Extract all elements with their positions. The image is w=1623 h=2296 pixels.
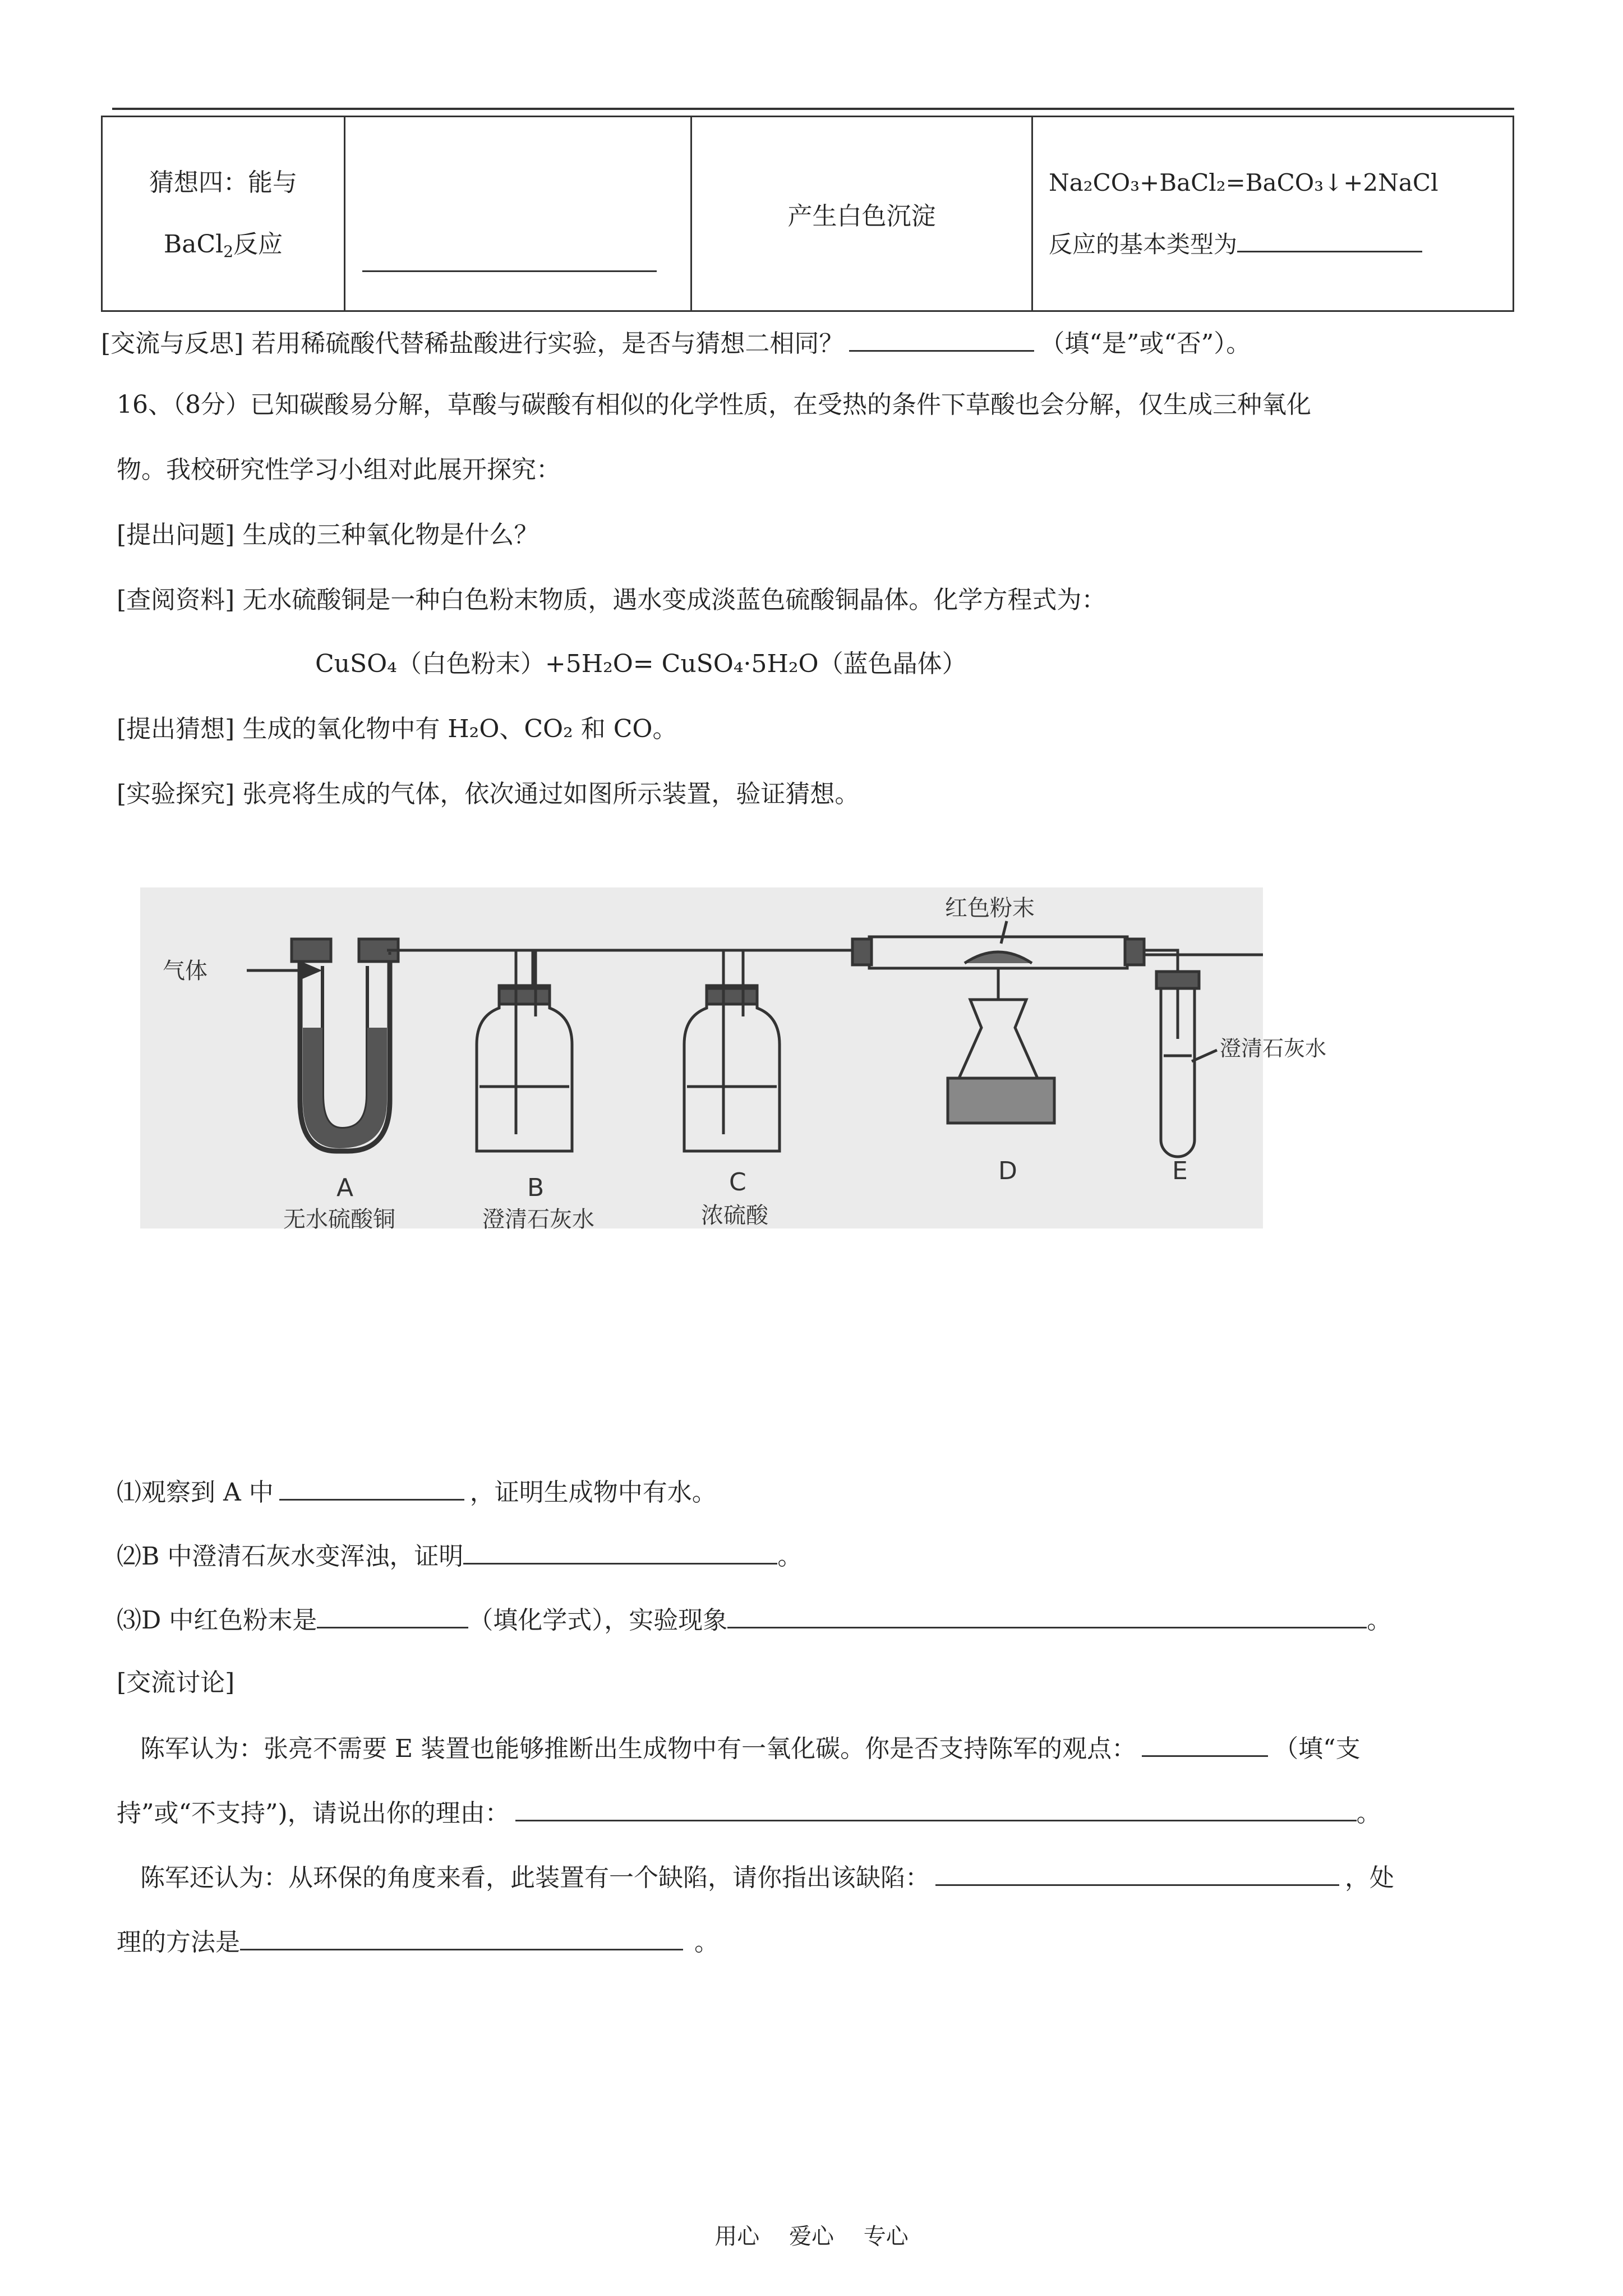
label-e: E (1172, 1157, 1188, 1185)
experiment-line: [实验探究] 张亮将生成的气体，依次通过如图所示装置，验证猜想。 (117, 780, 860, 808)
caption-a: 无水硫酸铜 (283, 1207, 395, 1232)
label-b: B (527, 1174, 545, 1202)
q3-suffix: 。 (1367, 1606, 1392, 1635)
limewater-label: 澄清石灰水 (1220, 1036, 1327, 1061)
reaction-type-blank[interactable] (1237, 226, 1422, 252)
q3-middle: （填化学式），实验现象 (468, 1606, 728, 1635)
label-c: C (729, 1168, 746, 1197)
procedure-blank[interactable] (362, 270, 657, 272)
lamp-stand (948, 1078, 1054, 1123)
reaction-equation: Na₂CO₃+BaCl₂=BaCO₃↓+2NaCl (1049, 169, 1438, 196)
table-row (102, 117, 1514, 311)
p2-line2-text: 理的方法是 (117, 1928, 240, 1957)
phenomenon-cell: 产生白色沉淀 (691, 117, 1032, 311)
sub-question-2 (117, 1538, 802, 1573)
arrow-icon (303, 964, 319, 977)
hypothesis-table (101, 116, 1514, 312)
hypothesis-cell (102, 117, 345, 311)
discussion-p2-line2 (117, 1924, 719, 1959)
sub-question-1 (117, 1474, 717, 1510)
reason-blank[interactable] (515, 1795, 1357, 1821)
q3-prefix: ⑶D 中红色粉末是 (117, 1606, 317, 1635)
label-d: D (998, 1157, 1017, 1185)
red-powder-label: 红色粉末 (945, 895, 1035, 921)
conclusion-cell (1032, 117, 1514, 311)
hypothesis-line: [提出猜想] 生成的氧化物中有 H₂O、CO₂ 和 CO。 (117, 715, 677, 743)
hypothesis-label: 猜想四：能与 (149, 168, 297, 197)
research-line: [查阅资料] 无水硫酸铜是一种白色粉末物质，遇水变成淡蓝色硫酸铜晶体。化学方程式为： (117, 586, 1106, 614)
page-footer: 用心 爱心 专心 (714, 2224, 909, 2249)
q1-blank[interactable] (279, 1474, 464, 1501)
p2-line2-end: 。 (694, 1928, 719, 1957)
support-blank[interactable] (1142, 1731, 1268, 1757)
p1-line1-text: 陈军认为：张亮不需要 E 装置也能够推断出生成物中有一氧化碳。你是否支持陈军的观点： (140, 1734, 1137, 1763)
p1-line2-text: 持”或“不支持”)，请说出你的理由： (117, 1799, 510, 1828)
procedure-cell (345, 117, 691, 311)
u-tube-inner (322, 966, 367, 1129)
sub-question-3 (117, 1602, 1391, 1637)
p2-line1-text: 陈军还认为：从环保的角度来看，此装置有一个缺陷，请你指出该缺陷： (140, 1864, 930, 1892)
caption-c: 浓硫酸 (701, 1203, 768, 1228)
reflection-line (101, 325, 1251, 361)
q2-blank[interactable] (463, 1538, 777, 1565)
discussion-p1-line2 (117, 1795, 1381, 1830)
bottle-b (477, 986, 572, 1151)
equation-line: CuSO₄（白色粉末）+5H₂O= CuSO₄·5H₂O（蓝色晶体） (315, 650, 967, 678)
apparatus-drawing (140, 887, 1327, 1232)
defect-blank[interactable] (935, 1860, 1339, 1886)
alcohol-lamp (959, 1000, 1038, 1078)
hypothesis-reagent (114, 214, 333, 275)
bottle-c (684, 986, 780, 1151)
reaction-type-label: 反应的基本类型为 (1049, 231, 1238, 258)
discussion-p2-line1 (140, 1860, 1394, 1895)
discussion-p1-line1 (140, 1731, 1361, 1766)
q3-formula-blank[interactable] (317, 1602, 468, 1628)
label-a: A (336, 1174, 354, 1202)
reagent-subscript: 2 (223, 242, 234, 261)
reflection-hint: （填“是”或“否”）。 (1040, 329, 1251, 358)
question-line: [提出问题] 生成的三种氧化物是什么？ (117, 521, 539, 549)
p1-line1-end: （填“支 (1274, 1734, 1361, 1763)
q3-phenomenon-blank[interactable] (727, 1602, 1367, 1628)
header-rule (112, 108, 1514, 110)
p2-line1-end: ，处 (1345, 1864, 1394, 1892)
q2-prefix: ⑵B 中澄清石灰水变浑浊，证明 (117, 1542, 464, 1571)
q1-suffix: ，证明生成物中有水。 (469, 1478, 717, 1507)
reaction-type-line (1049, 214, 1501, 275)
reflection-blank[interactable] (849, 325, 1034, 352)
reflection-text: [交流与反思] 若用稀硫酸代替稀盐酸进行实验，是否与猜想二相同？ (101, 329, 844, 358)
red-powder-pile (965, 952, 1032, 963)
q16-line1: 16、（8分）已知碳酸易分解，草酸与碳酸有相似的化学性质，在受热的条件下草酸也会分解，仅生成三种氧化 (117, 390, 1311, 419)
apparatus-figure (140, 887, 1327, 1232)
u-tube-liquid (303, 1028, 387, 1148)
q1-prefix: ⑴观察到 A 中 (117, 1478, 274, 1507)
gas-label: 气体 (163, 958, 208, 984)
discussion-heading: [交流讨论] (117, 1668, 235, 1697)
stopper-left (292, 939, 331, 961)
caption-b: 澄清石灰水 (482, 1207, 594, 1232)
q2-suffix: 。 (777, 1542, 803, 1571)
q16-line2: 物。我校研究性学习小组对此展开探究： (117, 455, 561, 484)
p1-line2-end: 。 (1356, 1799, 1381, 1828)
reagent-suffix: 反应 (233, 230, 283, 259)
method-blank[interactable] (240, 1924, 683, 1950)
reagent-formula: BaCl (163, 230, 224, 259)
